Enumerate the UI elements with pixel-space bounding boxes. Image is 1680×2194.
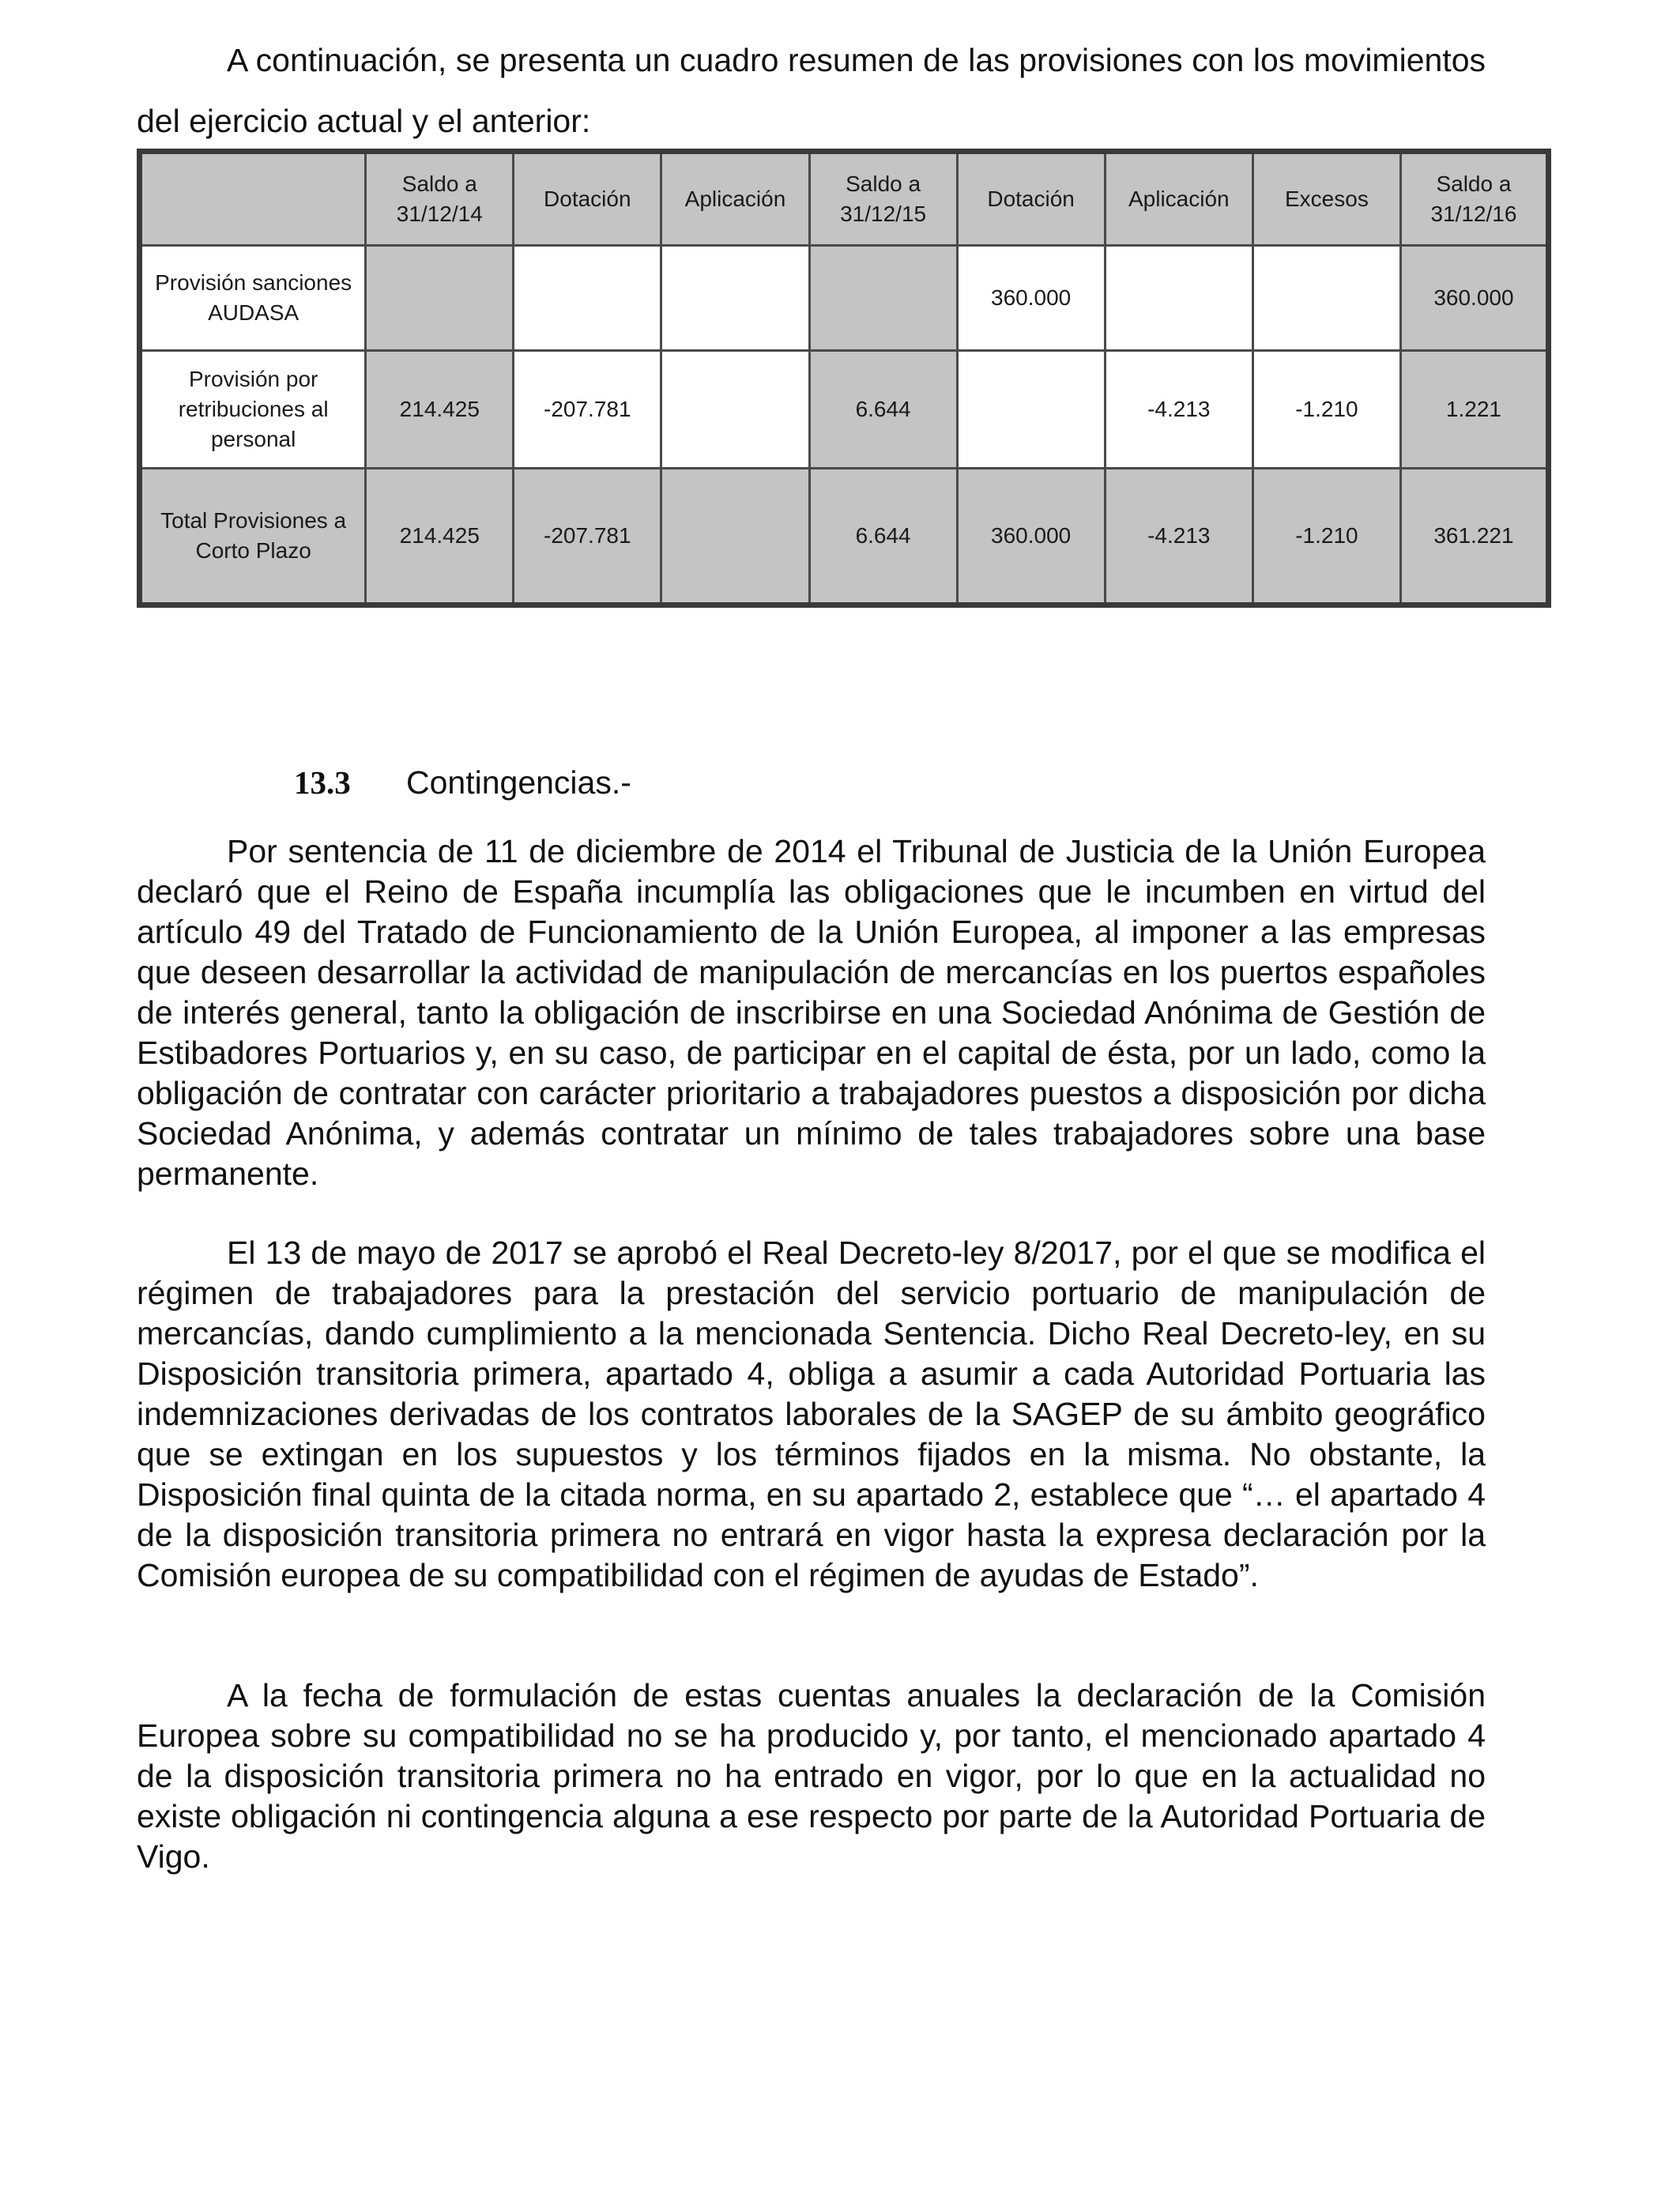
header-cell: Aplicación (1105, 152, 1252, 246)
table-cell: 214.425 (366, 469, 514, 605)
table-cell (957, 351, 1105, 469)
table-cell: -1.210 (1252, 469, 1400, 605)
table-cell: 361.221 (1400, 469, 1548, 605)
provisions-table (137, 149, 1551, 608)
header-cell: Excesos (1252, 152, 1400, 246)
table-total-row (140, 469, 1549, 605)
table-cell: 6.644 (809, 469, 957, 605)
row-label: Total Provisiones a Corto Plazo (140, 469, 366, 605)
header-cell: Aplicación (661, 152, 809, 246)
header-cell: Dotación (957, 152, 1105, 246)
row-label: Provisión por retribuciones al personal (140, 351, 366, 469)
header-cell (140, 152, 366, 246)
table-cell: 6.644 (809, 351, 957, 469)
table-cell: 1.221 (1400, 351, 1548, 469)
table-cell: -4.213 (1105, 351, 1252, 469)
table-cell (809, 246, 957, 351)
table-header-row (140, 152, 1549, 246)
table-cell: 360.000 (1400, 246, 1548, 351)
table-cell: -4.213 (1105, 469, 1252, 605)
table-cell (366, 246, 514, 351)
intro-paragraph: A continuación, se presenta un cuadro resumen de las provisiones con los movimientos del ejercicio actual y el anterior: (137, 42, 1486, 139)
table-cell: -207.781 (514, 351, 661, 469)
section-title: Contingencias.- (406, 764, 631, 801)
section-heading (294, 763, 631, 803)
table-cell: -1.210 (1252, 351, 1400, 469)
header-cell: Saldo a 31/12/16 (1400, 152, 1548, 246)
table-cell (661, 351, 809, 469)
table-cell: 360.000 (957, 246, 1105, 351)
table-cell (661, 469, 809, 605)
row-label: Provisión sanciones AUDASA (140, 246, 366, 351)
header-cell: Saldo a 31/12/15 (809, 152, 957, 246)
section-number: 13.3 (294, 764, 351, 801)
table-row (140, 351, 1549, 469)
table-cell (1105, 246, 1252, 351)
body-paragraph: El 13 de mayo de 2017 se aprobó el Real Decreto-ley 8/2017, por el que se modifica el régimen de trabajadores para la prestación del servicio portuario de manipulación de mercancías, dando cumplimiento a la mencionada Sentencia. Dicho Real Decreto-ley, en su Disposición transitoria primera, apartado 4, obliga a asumir a cada Autoridad Portuaria las indemnizaciones derivadas de los contratos laborales de la SAGEP de su ámbito geográfico que se extingan en los supuestos y los términos fijados en la misma. No obstante, la Disposición final quinta de la citada norma, en su apartado 2, establece que “… el apartado 4 de la disposición transitoria primera no entrará en vigor hasta la expresa declaración por la Comisión europea de su compatibilidad con el régimen de ayudas de Estado”. (137, 1235, 1486, 1593)
table-row (140, 246, 1549, 351)
table-cell (1252, 246, 1400, 351)
table-cell: 360.000 (957, 469, 1105, 605)
table-cell: 214.425 (366, 351, 514, 469)
table-cell (661, 246, 809, 351)
table-cell (514, 246, 661, 351)
table-cell: -207.781 (514, 469, 661, 605)
header-cell: Saldo a 31/12/14 (366, 152, 514, 246)
body-paragraph: A la fecha de formulación de estas cuentas anuales la declaración de la Comisión Europea sobre su compatibilidad no se ha producido y, por tanto, el mencionado apartado 4 de la disposición transitoria primera no ha entrado en vigor, por lo que en la actualidad no existe obligación ni contingencia alguna a ese respecto por parte de la Autoridad Portuaria de Vigo. (137, 1677, 1486, 1875)
body-paragraph: Por sentencia de 11 de diciembre de 2014 el Tribunal de Justicia de la Unión Europea declaró que el Reino de España incumplía las obligaciones que le incumben en virtud del artículo 49 del Tratado de Funcionamiento de la Unión Europea, al imponer a las empresas que deseen desarrollar la actividad de manipulación de mercancías en los puertos españoles de interés general, tanto la obligación de inscribirse en una Sociedad Anónima de Gestión de Estibadores Portuarios y, en su caso, de participar en el capital de ésta, por un lado, como la obligación de contratar con carácter prioritario a trabajadores puestos a disposición por dicha Sociedad Anónima, y además contratar un mínimo de tales trabajadores sobre una base permanente. (137, 833, 1486, 1192)
header-cell: Dotación (514, 152, 661, 246)
